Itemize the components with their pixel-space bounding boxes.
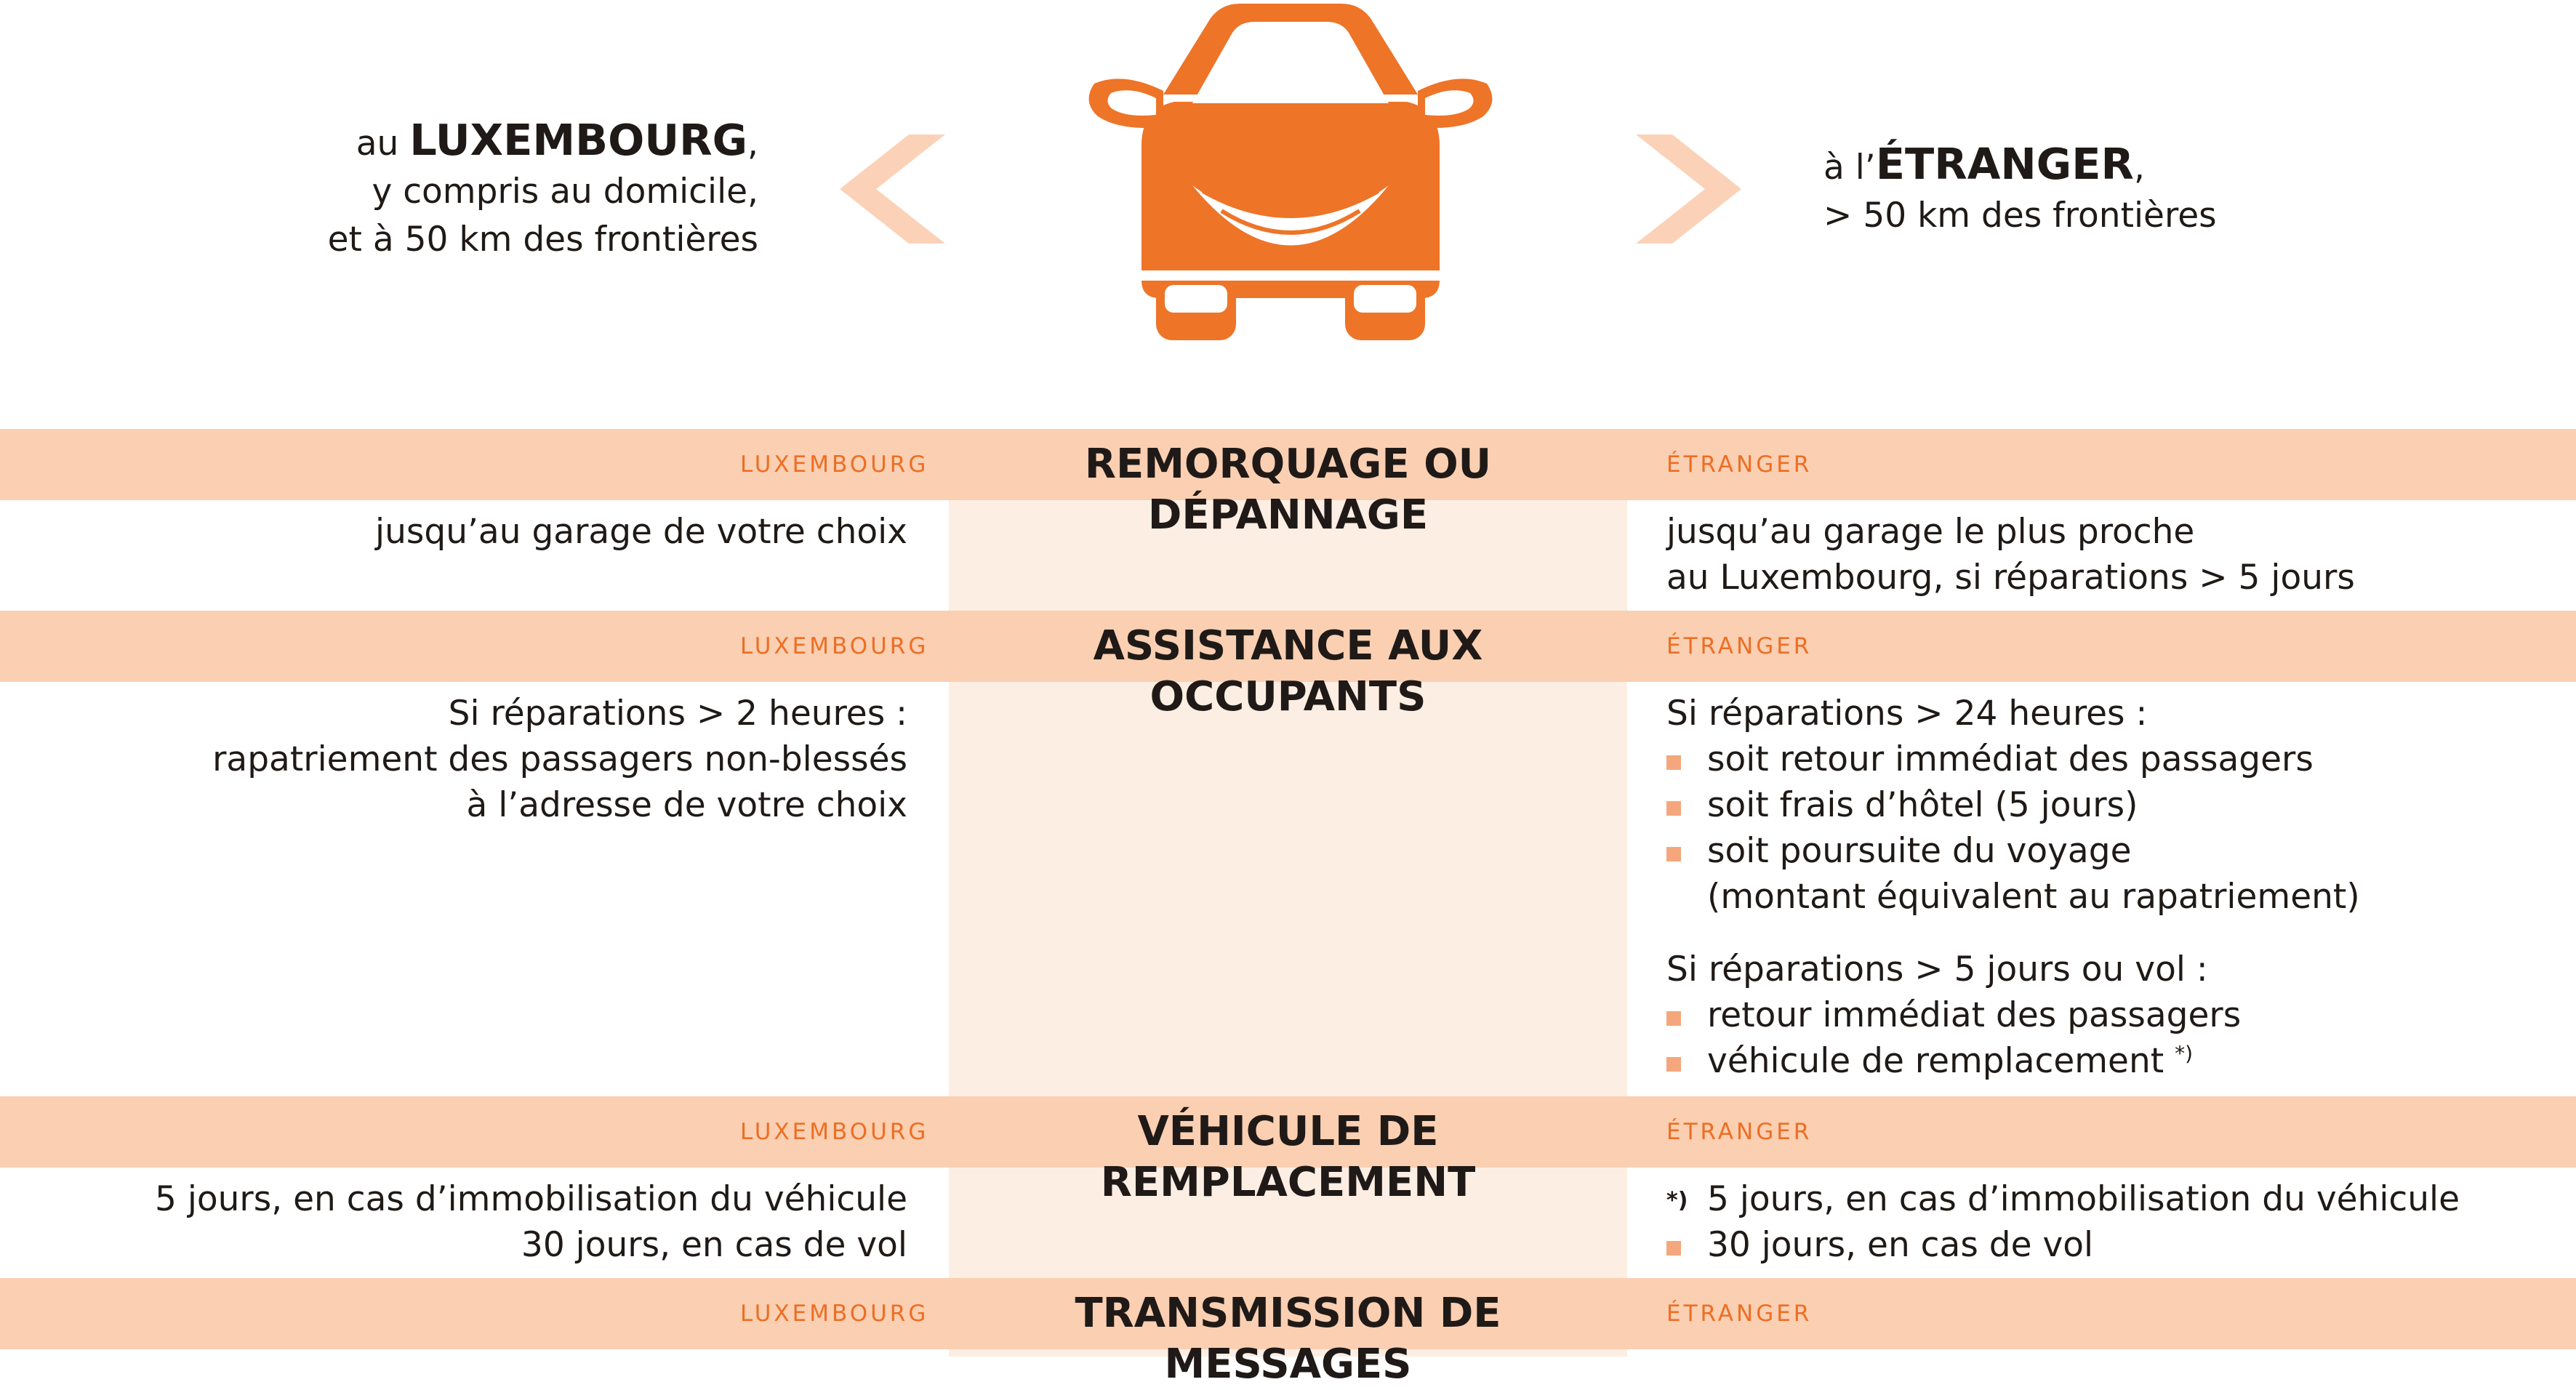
bullet-square-icon bbox=[1666, 847, 1681, 861]
etranger-heading: ÉTRANGER bbox=[1875, 139, 2134, 189]
list-item: soit poursuite du voyage bbox=[1666, 828, 2561, 874]
vehicule-luxembourg-cell bbox=[0, 1176, 907, 1268]
vehicule-luxembourg-text-2: 30 jours, en cas de vol bbox=[521, 1225, 907, 1265]
luxembourg-header bbox=[0, 116, 758, 264]
list-item-continuation: (montant équivalent au rapatriement) bbox=[1707, 877, 2360, 917]
luxembourg-header-line2: y compris au domicile, bbox=[372, 172, 758, 212]
bullet-square-icon bbox=[1666, 755, 1681, 770]
assistance-etranger-cell bbox=[1666, 691, 2561, 1084]
section-title-transmission: TRANSMISSION DE MESSAGES bbox=[1075, 1290, 1501, 1388]
assistance-luxembourg-text-3: à l’adresse de votre choix bbox=[466, 785, 907, 825]
section-title-assistance: ASSISTANCE AUX OCCUPANTS bbox=[1093, 622, 1483, 720]
bullet-square-icon bbox=[1666, 801, 1681, 816]
etranger-header bbox=[1823, 140, 2478, 240]
column-label-etranger: ÉTRANGER bbox=[1666, 633, 1813, 659]
list-item: véhicule de remplacement *) bbox=[1666, 1038, 2561, 1084]
luxembourg-header-line3: et à 50 km des frontières bbox=[327, 220, 758, 260]
car-front-icon bbox=[1054, 0, 1527, 345]
assistance-luxembourg-text-2: rapatriement des passagers non-blessés bbox=[212, 739, 907, 779]
assistance-intro-5jours: Si réparations > 5 jours ou vol : bbox=[1666, 949, 2208, 989]
assistance-luxembourg-cell bbox=[0, 691, 907, 828]
column-label-luxembourg: LUXEMBOURG bbox=[740, 1119, 929, 1145]
center-column-background bbox=[949, 429, 1627, 1357]
etranger-header-line2: > 50 km des frontières bbox=[1823, 196, 2217, 236]
remorquage-luxembourg-cell bbox=[0, 509, 907, 555]
section-title-vehicule: VÉHICULE DE REMPLACEMENT bbox=[1100, 1108, 1476, 1206]
remorquage-etranger-text-1: jusqu’au garage le plus proche bbox=[1666, 512, 2195, 552]
column-label-luxembourg: LUXEMBOURG bbox=[740, 633, 929, 659]
assistance-luxembourg-text-1: Si réparations > 2 heures : bbox=[448, 694, 907, 734]
column-label-etranger: ÉTRANGER bbox=[1666, 1301, 1813, 1327]
footnote-mark: *) bbox=[2175, 1041, 2194, 1066]
list-item: soit frais d’hôtel (5 jours) bbox=[1666, 782, 2561, 828]
remorquage-etranger-text-2: au Luxembourg, si réparations > 5 jours bbox=[1666, 558, 2355, 598]
chevron-left-icon bbox=[836, 131, 952, 247]
column-label-etranger: ÉTRANGER bbox=[1666, 1119, 1813, 1145]
luxembourg-heading: LUXEMBOURG bbox=[409, 115, 748, 165]
remorquage-luxembourg-text: jusqu’au garage de votre choix bbox=[375, 512, 907, 552]
column-label-luxembourg: LUXEMBOURG bbox=[740, 1301, 929, 1327]
assistance-intro-24h: Si réparations > 24 heures : bbox=[1666, 694, 2148, 734]
list-item: *) 5 jours, en cas d’immobilisation du véhicule bbox=[1666, 1176, 2561, 1222]
section-title-remorquage: REMORQUAGE OU DÉPANNAGE bbox=[1084, 441, 1492, 539]
chevron-right-icon bbox=[1629, 131, 1745, 247]
column-label-etranger: ÉTRANGER bbox=[1666, 451, 1813, 478]
luxembourg-header-line1: au LUXEMBOURG, bbox=[356, 115, 758, 165]
footnote-mark: *) bbox=[1666, 1188, 1688, 1213]
bullet-square-icon bbox=[1666, 1241, 1681, 1256]
vehicule-etranger-cell bbox=[1666, 1176, 2561, 1268]
vehicule-luxembourg-text-1: 5 jours, en cas d’immobilisation du véhicule bbox=[154, 1179, 907, 1219]
list-item: 30 jours, en cas de vol bbox=[1666, 1222, 2561, 1268]
remorquage-etranger-cell bbox=[1666, 509, 2561, 600]
list-item: soit retour immédiat des passagers bbox=[1666, 736, 2561, 782]
etranger-header-line1: à l’ÉTRANGER, bbox=[1823, 139, 2145, 189]
bullet-square-icon bbox=[1666, 1011, 1681, 1026]
bullet-square-icon bbox=[1666, 1057, 1681, 1072]
column-label-luxembourg: LUXEMBOURG bbox=[740, 451, 929, 478]
list-item: retour immédiat des passagers bbox=[1666, 992, 2561, 1038]
